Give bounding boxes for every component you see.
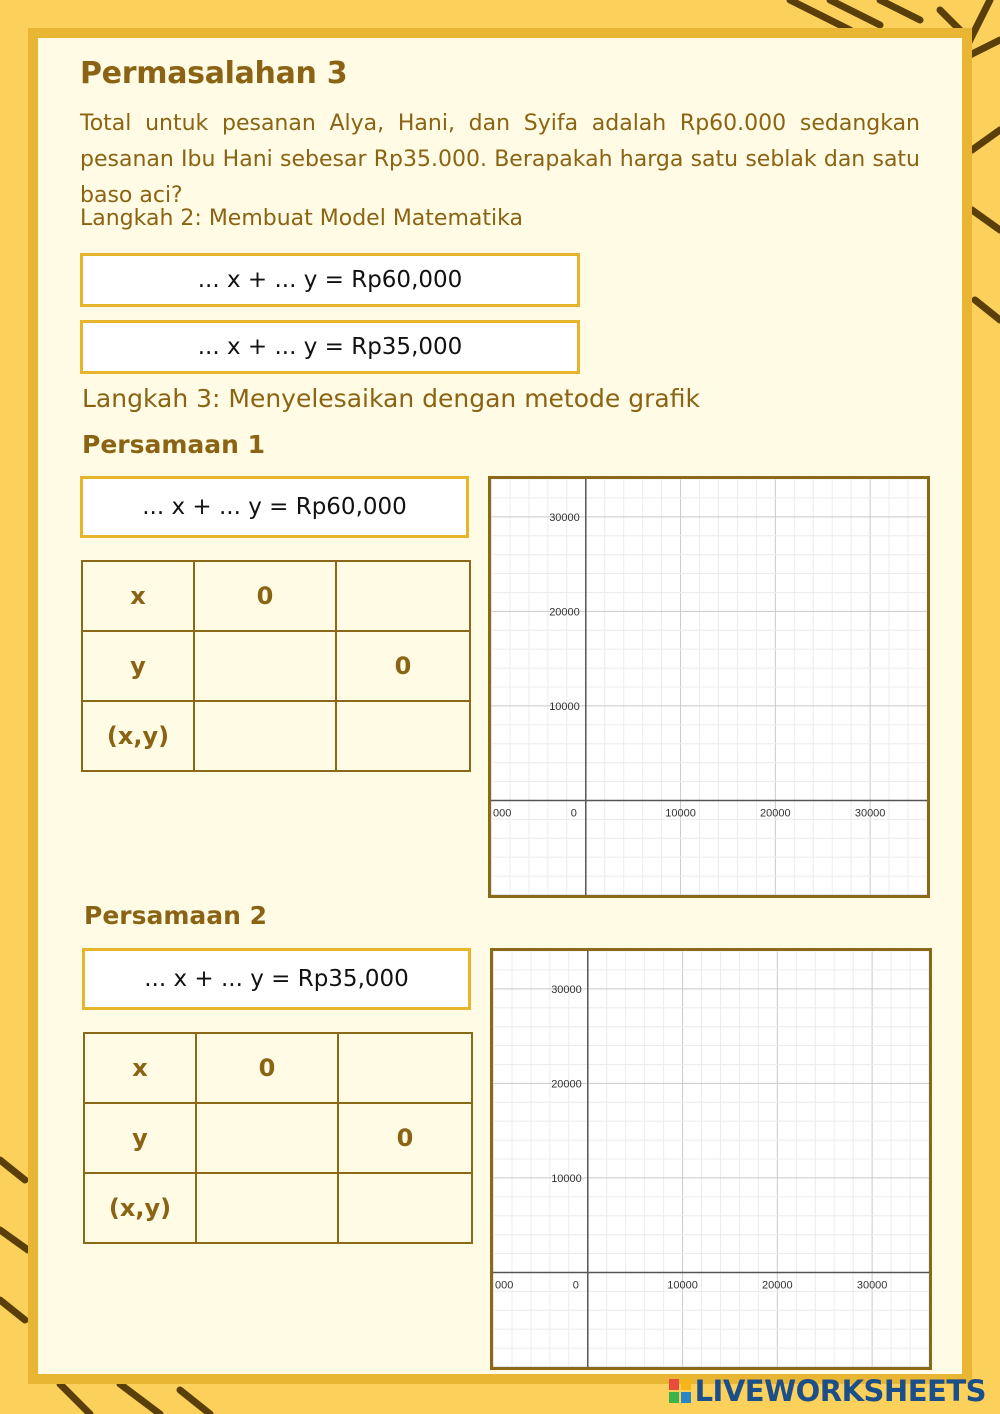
equation1-table: [81, 560, 471, 772]
step3-label: Langkah 3: Menyelesaikan dengan metode grafik: [82, 384, 700, 413]
brand-name: LIVEWORKSHEETS: [694, 1374, 986, 1408]
table-row: [82, 701, 470, 771]
y-tick-label: 20000: [549, 606, 580, 619]
graph-1[interactable]: [488, 476, 930, 898]
x-tick-label: 30000: [856, 1279, 888, 1292]
table-cell: x: [82, 561, 194, 631]
table-row: [84, 1173, 472, 1243]
y-tick-label: 10000: [551, 1172, 582, 1185]
table-cell[interactable]: 0: [196, 1033, 338, 1103]
graph-1-plot: [491, 479, 927, 895]
equation1-box: ... x + ... y = Rp60,000: [80, 476, 469, 538]
x-tick-label: 30000: [854, 807, 886, 820]
page-title: Permasalahan 3: [80, 56, 348, 91]
x-tick-label: 10000: [667, 1279, 698, 1292]
x-tick-label: 0: [572, 1279, 579, 1292]
graph-2-plot: [493, 951, 929, 1367]
y-tick-label: 30000: [549, 511, 580, 524]
x-tick-label: 20000: [760, 807, 791, 820]
problem-text: Total untuk pesanan Alya, Hani, dan Syifa adalah Rp60.000 sedangkan pesanan Ibu Hani sebesar Rp35.000. Berapakah harga satu seblak dan satu baso aci?: [80, 111, 920, 208]
table-cell[interactable]: 0: [336, 631, 470, 701]
equation2-heading: Persamaan 2: [84, 901, 268, 930]
table-cell: y: [84, 1103, 196, 1173]
brand-logo: [669, 1374, 986, 1408]
x-tick-label: 20000: [762, 1279, 793, 1292]
y-tick-label: 10000: [549, 700, 580, 713]
table-row: [82, 631, 470, 701]
table-row: [84, 1103, 472, 1173]
step2-label: Langkah 2: Membuat Model Matematika: [80, 206, 523, 231]
table-cell[interactable]: [336, 701, 470, 771]
table-cell[interactable]: 0: [338, 1103, 472, 1173]
table-cell: (x,y): [82, 701, 194, 771]
table-cell[interactable]: 0: [194, 561, 336, 631]
equation2-box: ... x + ... y = Rp35,000: [82, 948, 471, 1010]
x-tick-label: 10000: [665, 807, 696, 820]
table-cell[interactable]: [338, 1173, 472, 1243]
equation1-heading: Persamaan 1: [82, 430, 266, 459]
y-tick-label: 30000: [551, 983, 582, 996]
x-tick-label: 000: [493, 807, 512, 820]
y-tick-label: 20000: [551, 1078, 582, 1091]
table-cell[interactable]: [196, 1173, 338, 1243]
model-equation-1: ... x + ... y = Rp60,000: [80, 253, 580, 307]
table-row: [82, 561, 470, 631]
equation2-table: [83, 1032, 473, 1244]
liveworksheets-icon: [669, 1379, 691, 1403]
table-cell: x: [84, 1033, 196, 1103]
table-cell[interactable]: [338, 1033, 472, 1103]
x-tick-label: 000: [495, 1279, 514, 1292]
table-cell[interactable]: [194, 631, 336, 701]
table-cell[interactable]: [194, 701, 336, 771]
table-cell[interactable]: [196, 1103, 338, 1173]
graph-2[interactable]: [490, 948, 932, 1370]
table-row: [84, 1033, 472, 1103]
model-equation-2: ... x + ... y = Rp35,000: [80, 320, 580, 374]
x-tick-label: 0: [570, 807, 577, 820]
table-cell[interactable]: [336, 561, 470, 631]
table-cell: (x,y): [84, 1173, 196, 1243]
table-cell: y: [82, 631, 194, 701]
